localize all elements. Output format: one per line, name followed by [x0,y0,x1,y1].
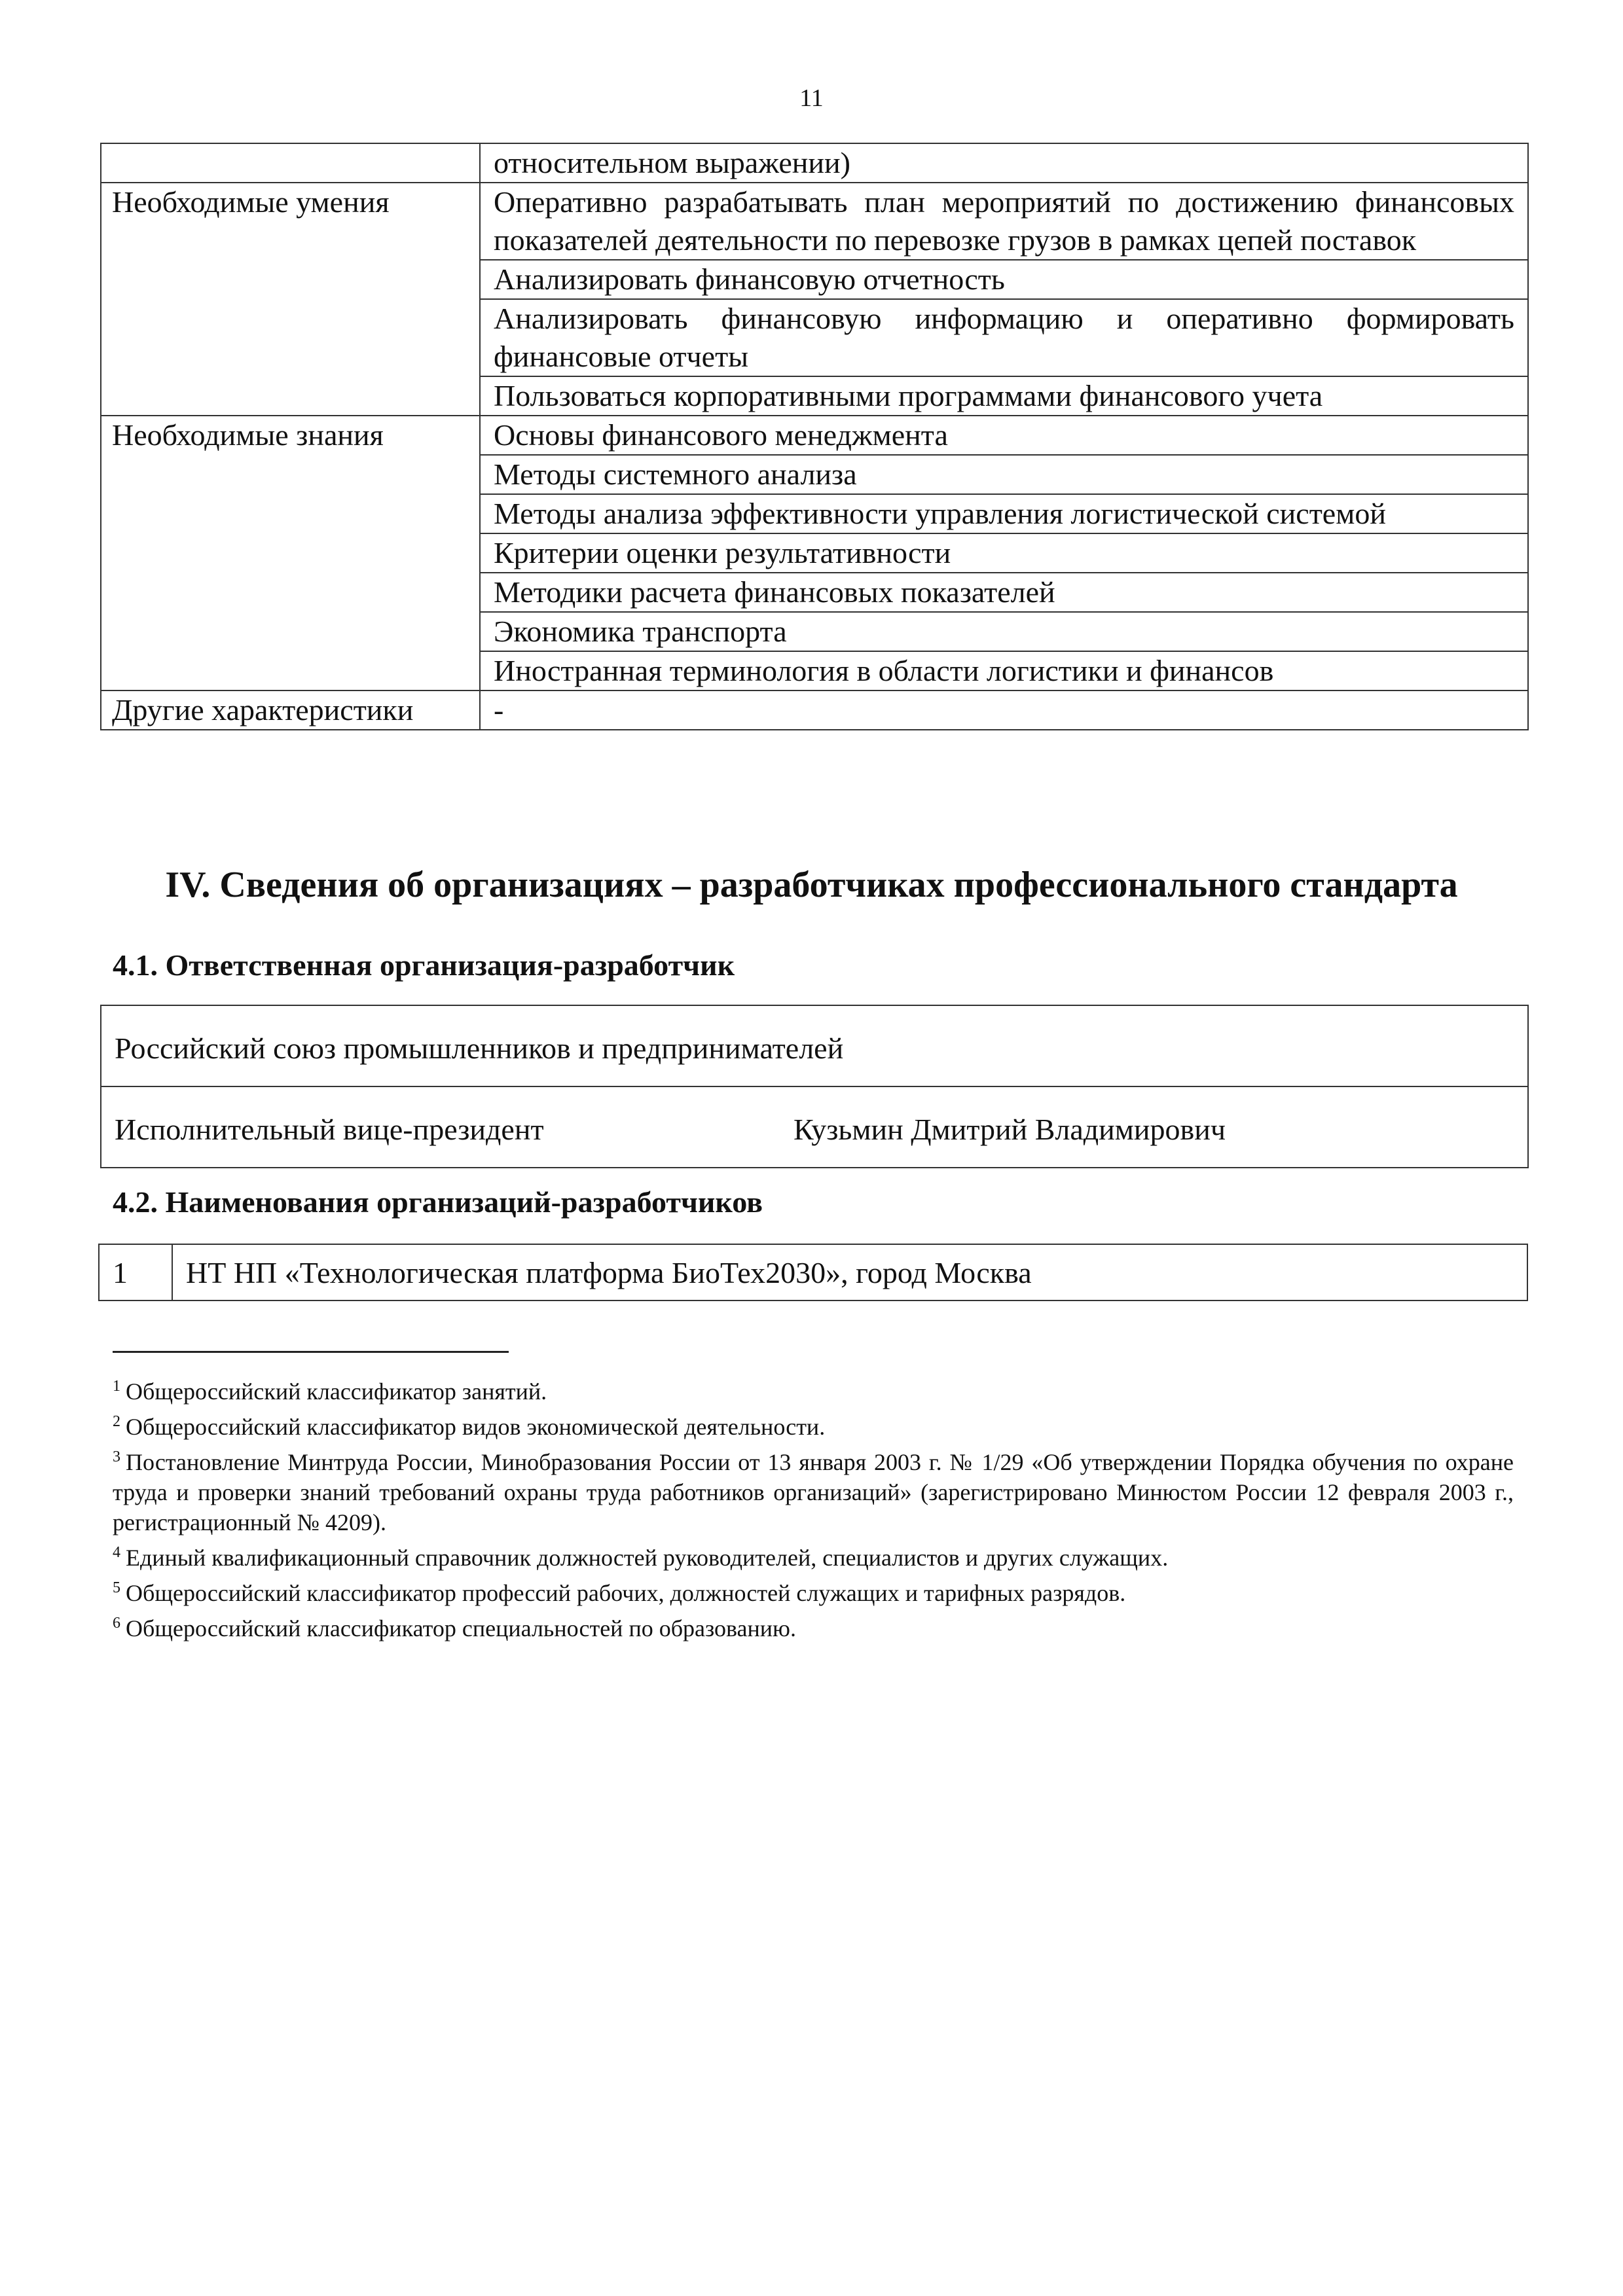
footnote [113,1573,1514,1608]
org-head-row [101,1087,1527,1167]
other-label: Другие характеристики [101,691,480,730]
footnote-text: Общероссийский классификатор профессий рабочих, должностей служащих и тарифных разрядов. [126,1580,1126,1606]
knowledge-item: Экономика транспорта [480,612,1528,651]
developers-table [98,1244,1528,1301]
knowledge-item: Иностранная терминология в области логистики и финансов [480,651,1528,691]
skills-label: Необходимые умения [101,183,480,416]
developer-name: НТ НП «Технологическая платформа БиоТех2030», город Москва [172,1244,1527,1300]
table-row [101,416,1528,455]
responsible-org-heading: 4.1. Ответственная организация-разработчик [113,948,735,982]
table-row [101,691,1528,730]
footnote-text: Общероссийский классификатор специальностей по образованию. [126,1615,796,1641]
knowledge-item: Методы анализа эффективности управления логистической системой [480,494,1528,533]
skills-knowledge-table [100,143,1529,730]
knowledge-item: Основы финансового менеджмента [480,416,1528,455]
org-name-row [101,1006,1527,1087]
footnote-mark: 6 [113,1615,120,1632]
org-name: Российский союз промышленников и предпринимателей [115,1031,844,1065]
head-position: Исполнительный вице-президент [115,1113,544,1146]
knowledge-item: Методики расчета финансовых показателей [480,573,1528,612]
value-cell: относительном выражении) [480,143,1528,183]
footnote-mark: 4 [113,1544,120,1561]
label-cell-empty [101,143,480,183]
footnote [113,1371,1514,1407]
footnote [113,1407,1514,1442]
footnote-mark: 5 [113,1579,120,1596]
other-value: - [480,691,1528,730]
footnote [113,1537,1514,1573]
table-row [101,183,1528,260]
skill-item: Пользоваться корпоративными программами финансового учета [480,376,1528,416]
head-name: Кузьмин Дмитрий Владимирович [793,1113,1226,1146]
table-row [99,1244,1527,1300]
footnote-mark: 2 [113,1413,120,1430]
footnote-mark: 3 [113,1448,120,1465]
footnote-mark: 1 [113,1378,120,1395]
footnotes [113,1371,1514,1643]
developers-heading: 4.2. Наименования организаций-разработчиков [113,1185,763,1219]
section-heading: IV. Сведения об организациях – разработчиках профессионального стандарта [165,865,1458,905]
responsible-org-box [100,1005,1529,1168]
footnote [113,1608,1514,1643]
skill-item: Оперативно разрабатывать план мероприятий по достижению финансовых показателей деятельности по перевозке грузов в рамках цепей поставок [480,183,1528,260]
skill-item: Анализировать финансовую информацию и оперативно формировать финансовые отчеты [480,299,1528,376]
skill-item: Анализировать финансовую отчетность [480,260,1528,299]
knowledge-label: Необходимые знания [101,416,480,691]
footnote-text: Постановление Минтруда России, Минобразования России от 13 января 2003 г. № 1/29 «Об утверждении Порядка обучения по охране труда и проверки знаний требований охраны труда работников организаций» (зарегистрировано Минюстом России 12 февраля 2003 г., регистрационный № 4209). [113,1449,1514,1535]
page-number: 11 [799,84,824,112]
footnote-text: Единый квалификационный справочник должностей руководителей, специалистов и других служащих. [126,1545,1169,1571]
knowledge-item: Методы системного анализа [480,455,1528,494]
footnote [113,1442,1514,1537]
knowledge-item: Критерии оценки результативности [480,533,1528,573]
footnote-divider [113,1351,509,1353]
table-row [101,143,1528,183]
footnote-text: Общероссийский классификатор занятий. [126,1378,547,1405]
footnote-text: Общероссийский классификатор видов экономической деятельности. [126,1414,826,1440]
developer-number: 1 [99,1244,172,1300]
